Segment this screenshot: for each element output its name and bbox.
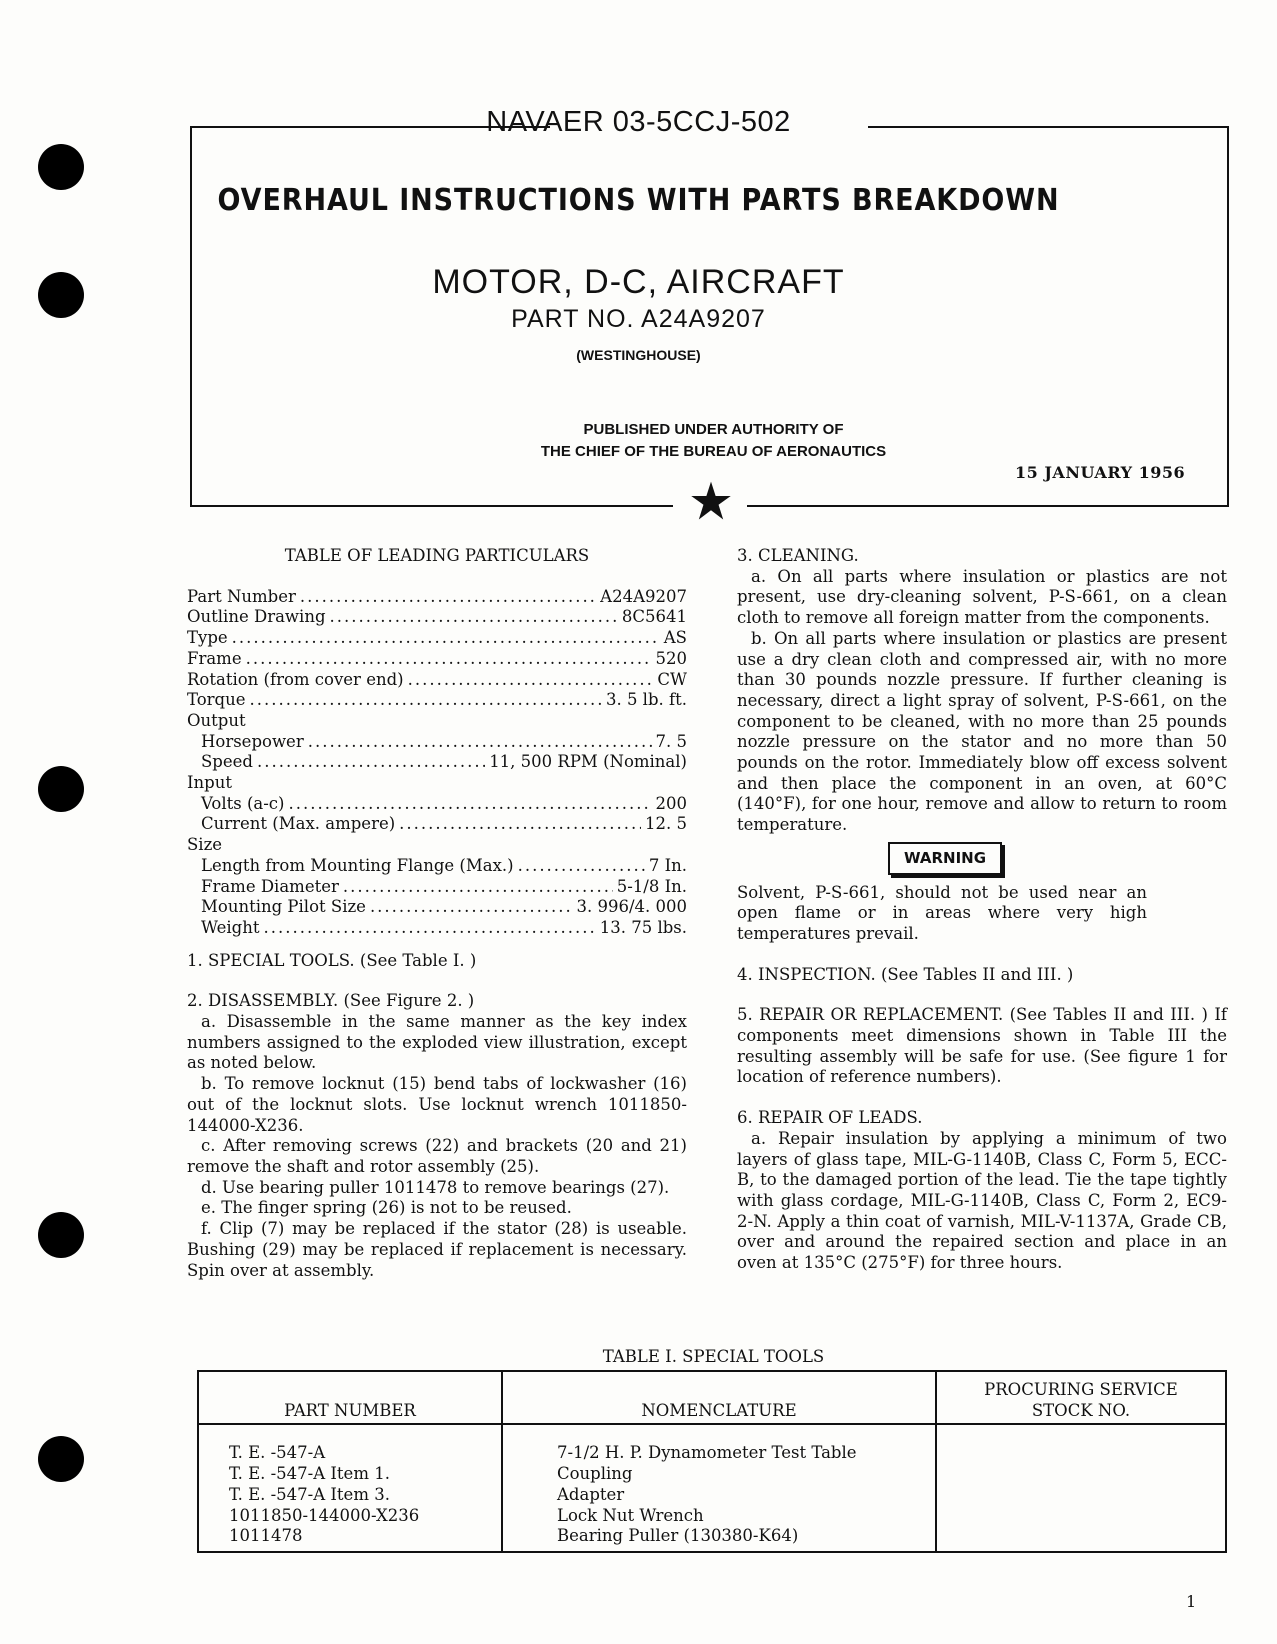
nomenclature-cell: 7-1/2 H. P. Dynamometer Test Table Coupling Adapter Lock Nut Wrench Bearing Puller (130380-K64): [502, 1424, 936, 1552]
document-title: OVERHAUL INSTRUCTIONS WITH PARTS BREAKDOWN: [217, 183, 1060, 218]
header-frame-bottom-left: [190, 505, 673, 507]
paragraph: a. On all parts where insulation or plastics are not present, use dry-cleaning solvent, P-S-661, on a clean cloth to remove all foreign matter from the components.: [737, 566, 1227, 628]
paragraph: a. Repair insulation by applying a minimum of two layers of glass tape, MIL-G-1140B, Class C, Form 5, ECC-B, to the damaged portion of the lead. Tie the tape tightly with glass cordage, MIL-G-1140B, Class C, Form 2, EC9-2-N. Apply a thin coat of varnish, MIL-V-1137A, Grade CB, over and around the repaired section and place in an oven at 135°C (275°F) for three hours.: [737, 1128, 1227, 1273]
paragraph: f. Clip (7) may be replaced if the stator (28) is useable. Bushing (29) may be replaced if replacement is necessary. Spin over at assembly.: [187, 1219, 687, 1280]
table-row: [198, 1424, 1226, 1552]
particular-row: Weight ..... 13. 75 lbs.: [187, 918, 687, 939]
particular-heading: Output: [187, 710, 246, 730]
particular-row: Rotation (from cover end) ..... CW: [187, 670, 687, 691]
paragraph: b. To remove locknut (15) bend tabs of lockwasher (16) out of the locknut slots. Use locknut wrench 1011850-144000-X236.: [187, 1074, 687, 1135]
binder-hole: [38, 766, 84, 812]
document-number: NAVAER 03-5CCJ-502: [486, 106, 791, 138]
particular-row: Outline Drawing ..... 8C5641: [187, 607, 687, 628]
particular-row: Current (Max. ampere) ..... 12. 5: [187, 814, 687, 835]
authority-line: THE CHIEF OF THE BUREAU OF AERONAUTICS: [540, 443, 887, 460]
section-cleaning-title: 3. CLEANING.: [737, 546, 859, 565]
particular-heading: Input: [187, 773, 232, 793]
section-repair-replacement: 5. REPAIR OR REPLACEMENT. (See Tables II and III. ) If components meet dimensions shown in Table III the resulting assembly will be safe for use. (See figure 1 for location of reference numbers).: [737, 1005, 1227, 1087]
special-tools-table: [197, 1370, 1227, 1553]
column-header: PROCURING SERVICE STOCK NO.: [936, 1371, 1226, 1424]
section-inspection: 4. INSPECTION. (See Tables II and III. ): [737, 964, 1074, 984]
section-disassembly-title: 2. DISASSEMBLY. (See Figure 2. ): [187, 991, 475, 1011]
warning-label: WARNING: [888, 842, 1002, 875]
subject-title: MOTOR, D-C, AIRCRAFT: [432, 263, 845, 301]
particular-row: Part Number ..... A24A9207: [187, 587, 687, 608]
authority-line: PUBLISHED UNDER AUTHORITY OF: [583, 421, 844, 438]
paragraph: c. After removing screws (22) and brackets (20 and 21) remove the shaft and rotor assembly (25).: [187, 1136, 687, 1176]
publication-date: 15 JANUARY 1956: [1015, 463, 1186, 482]
section-repair-leads-title: 6. REPAIR OF LEADS.: [737, 1108, 923, 1128]
particular-row: Torque ..... 3. 5 lb. ft.: [187, 690, 687, 711]
binder-hole: [38, 1212, 84, 1258]
particular-row: Frame ..... 520: [187, 649, 687, 670]
column-header: NOMENCLATURE: [502, 1371, 936, 1424]
warning-text: Solvent, P-S-661, should not be used near an open flame or in areas where very high temperatures prevail.: [737, 882, 1147, 943]
table-header-row: [198, 1371, 1226, 1424]
manufacturer: (WESTINGHOUSE): [576, 347, 701, 363]
binder-hole: [38, 1436, 84, 1482]
header-frame-bottom-right: [747, 505, 1229, 507]
left-column: [187, 546, 687, 1281]
star-icon: [690, 480, 732, 522]
paragraph: e. The finger spring (26) is not to be reused.: [201, 1198, 572, 1218]
particular-row: Type ..... AS: [187, 628, 687, 649]
particular-row: Length from Mounting Flange (Max.) ..... 7 In.: [187, 856, 687, 877]
particular-row: Horsepower ..... 7. 5: [187, 732, 687, 753]
page-number: 1: [1186, 1592, 1197, 1611]
authority-statement: [0, 419, 1277, 463]
table-title: TABLE I. SPECIAL TOOLS: [602, 1347, 825, 1366]
right-column: [737, 546, 1227, 1274]
particular-row: Mounting Pilot Size ..... 3. 996/4. 000: [187, 897, 687, 918]
part-number-cell: T. E. -547-A T. E. -547-A Item 1. T. E. -547-A Item 3. 1011850-144000-X236 1011478: [198, 1424, 502, 1552]
particular-row: Volts (a-c) ..... 200: [187, 794, 687, 815]
paragraph: b. On all parts where insulation or plastics are present use a dry clean cloth and compressed air, with no more than 30 pounds nozzle pressure. If further cleaning is necessary, direct a light spray of solvent, P-S-661, on the component to be cleaned, with no more than 25 pounds nozzle pressure on the stator and no more than 50 pounds on the rotor. Immediately blow off excess solvent and then place the component in an oven, at 60°C (140°F), for one hour, remove and allow to return to room temperature.: [737, 628, 1227, 835]
particular-heading: Size: [187, 835, 223, 855]
particular-row: Speed ..... 11, 500 RPM (Nominal): [187, 752, 687, 773]
section-special-tools: 1. SPECIAL TOOLS. (See Table I. ): [187, 950, 477, 970]
stock-number-cell: [936, 1424, 1226, 1552]
part-number-title: PART NO. A24A9207: [511, 305, 766, 333]
column-header: PART NUMBER: [198, 1371, 502, 1424]
paragraph: a. Disassemble in the same manner as the key index numbers assigned to the exploded view illustration, except as noted below.: [187, 1012, 687, 1073]
paragraph: d. Use bearing puller 1011478 to remove bearings (27).: [201, 1177, 670, 1197]
particular-row: Frame Diameter ..... 5-1/8 In.: [187, 877, 687, 898]
particulars-title: TABLE OF LEADING PARTICULARS: [284, 546, 590, 565]
